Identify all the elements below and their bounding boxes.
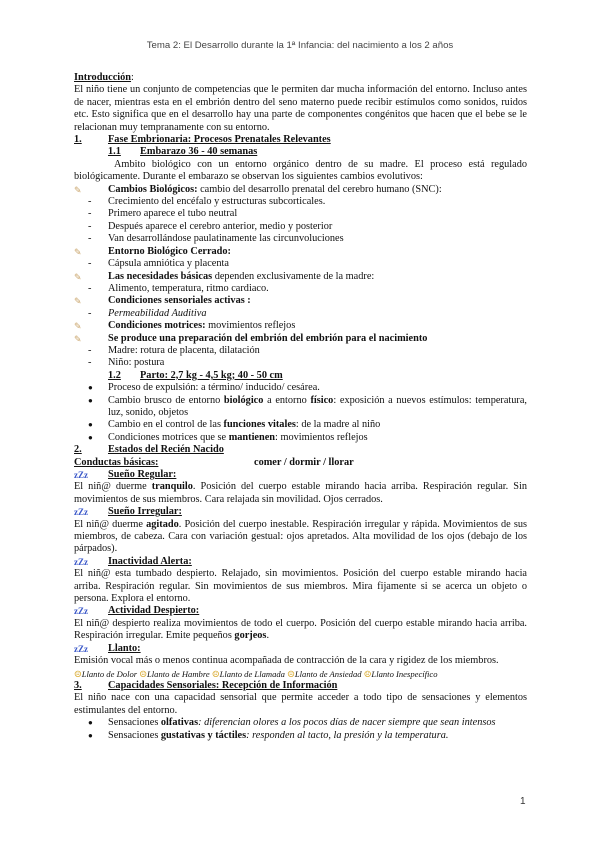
list-item: - Permeabilidad Auditiva [88, 307, 207, 319]
list-item: - Primero aparece el tubo neutral [88, 208, 238, 220]
preparacion-nacimiento: ✎ Se produce una preparación del embrión del embrión para el nacimiento [74, 332, 428, 344]
page-header: Tema 2: El Desarrollo durante la 1ª Infancia: del nacimiento a los 2 años [146, 40, 454, 51]
crying-face-icon: ☹ [74, 668, 82, 679]
leaf-icon: ✎ [74, 296, 82, 307]
list-item: - Niño: postura [88, 357, 165, 369]
entorno-biologico: ✎ Entorno Biológico Cerrado: [74, 245, 231, 257]
list-item: ● Cambio brusco de entorno biológico a entorno físico: exposición a nuevos estímulos: temperatura, luz, sonido, objetos [88, 394, 527, 418]
page-content [74, 72, 527, 742]
llanto-types: ☹Llanto de Dolor ☹Llanto de Hambre ☹Llanto de Llamada ☹Llanto de Ansiedad ☹Llanto Inespecífico [74, 668, 438, 679]
sleep-icon: zZz [74, 507, 88, 518]
section-3-heading: 3. Capacidades Sensoriales: Recepción de Información [74, 679, 338, 691]
list-item: ● Condiciones motrices que se mantienen: movimientos reflejos [88, 431, 368, 443]
list-item: - Cápsula amniótica y placenta [88, 258, 229, 270]
sueno-irregular-heading: zZz Sueño Irregular: [74, 506, 182, 518]
cambios-biologicos: ✎ Cambios Biológicos: cambio del desarrollo prenatal del cerebro humano (SNC): [74, 183, 442, 195]
list-item: - Alimento, temperatura, ritmo cardiaco. [88, 282, 269, 294]
capacidades-text: El niño nace con una capacidad sensorial que permite acceder a todo tipo de sensaciones y elementos estimulantes del entorno. [74, 692, 527, 716]
page-number: 1 [520, 796, 526, 807]
sleep-icon: zZz [74, 606, 88, 617]
condiciones-motrices: ✎ Condiciones motrices: movimientos reflejos [74, 320, 296, 332]
list-item: ● Sensaciones olfativas: diferencian olores a los pocos días de nacer siempre que sean intensos [88, 717, 496, 729]
leaf-icon: ✎ [74, 321, 82, 332]
leaf-icon: ✎ [74, 246, 82, 257]
sleep-icon: zZz [74, 470, 88, 480]
sueno-irregular-text: El niñ@ duerme agitado. Posición del cuerpo inestable. Respiración irregular y rápida. Movimientos de sus miembros, de cabeza. Cara con variación gestual: ojos apretados. Alta movilidad de los ojos (debajo de los párpados). [74, 518, 527, 555]
crying-face-icon: ☹ [139, 668, 147, 679]
llanto-heading: zZz Llanto: [74, 642, 141, 654]
embarazo-text: Ambito biológico con un entorno orgánico dentro de su madre. El proceso está regulado biológicamente. Durante el embarazo se observan los siguientes cambios evolutivos: [74, 158, 527, 183]
crying-face-icon: ☹ [211, 668, 220, 679]
list-item: - Después aparece el cerebro anterior, medio y posterior [88, 220, 333, 232]
sueno-regular-heading: zZz Sueño Regular: [74, 469, 177, 480]
section-1-heading: 1. Fase Embrionaria: Procesos Prenatales Relevantes [74, 134, 331, 146]
conductas-basicas: Conductas básicas: comer / dormir / llorar [74, 456, 354, 468]
list-item: ● Sensaciones gustativas y táctiles: responden al tacto, la presión y la temperatura. [88, 729, 449, 741]
section-2-heading: 2. Estados del Recién Nacido [74, 444, 224, 456]
sleep-icon: zZz [74, 643, 88, 654]
inactividad-alerta-text: El niñ@ esta tumbado despierto. Relajado, sin movimientos. Posición del cuerpo estable mirando hacia arriba. Respiración regular. Sin movimientos de sus miembros. Mira fijamente si se acerca un objeto o persona. Explora el entorno. [74, 568, 527, 605]
list-item: ● Cambio en el control de las funciones vitales: de la madre al niño [88, 419, 381, 431]
necesidades-basicas: ✎ Las necesidades básicas dependen exclusivamente de la madre: [74, 270, 375, 282]
list-item: - Crecimiento del encéfalo y estructuras subcorticales. [88, 196, 326, 208]
intro-text: El niño tiene un conjunto de competencias que le permiten dar mucha información del entorno. Incluso antes de nacer, mientras esta en el embrión dentro del seno materno puede recibir estímulos como sonidos, ruidos etc. Esto significa que en el desarrollo hay una parte de componentes congénitos que hacen que el bebe se le relacionan muy tempranamente con su entorno. [74, 84, 527, 133]
sueno-regular-text: El niñ@ duerme tranquilo. Posición del cuerpo estable mirando hacia arriba. Respiración regular. Sin movimientos de sus miembros. Cara relajada sin movilidad. Ojos cerrados. [74, 481, 527, 505]
inactividad-alerta-heading: zZz Inactividad Alerta: [74, 555, 192, 567]
leaf-icon: ✎ [74, 271, 82, 282]
sleep-icon: zZz [74, 556, 88, 567]
list-item: - Madre: rotura de placenta, dilatación [88, 344, 260, 356]
intro-title: Introducción: [74, 72, 134, 83]
leaf-icon: ✎ [74, 333, 82, 344]
list-item: - Van desarrollándose paulatinamente las circunvoluciones [88, 233, 344, 245]
crying-face-icon: ☹ [363, 668, 372, 679]
subsection-1-1-heading: 1.1 Embarazo 36 - 40 semanas [108, 146, 258, 158]
list-item: ● Proceso de expulsión: a término/ inducido/ cesárea. [88, 382, 320, 394]
subsection-1-2-heading: 1.2 Parto: 2,7 kg - 4,5 kg; 40 - 50 cm [108, 369, 283, 381]
crying-face-icon: ☹ [287, 668, 295, 679]
llanto-text: Emisión vocal más o menos continua acompañada de contracción de la cara y rigidez de los miembros. [74, 655, 499, 667]
leaf-icon: ✎ [74, 184, 82, 195]
actividad-despierto-heading: zZz Actividad Despierto: [74, 605, 200, 617]
condiciones-sensoriales: ✎ Condiciones sensoriales activas : [74, 295, 251, 307]
actividad-despierto-text: El niñ@ despierto realiza movimientos de todo el cuerpo. Posición del cuerpo estable mirando hacia arriba. Respiración irregular. Emite pequeños gorjeos. [74, 617, 527, 642]
